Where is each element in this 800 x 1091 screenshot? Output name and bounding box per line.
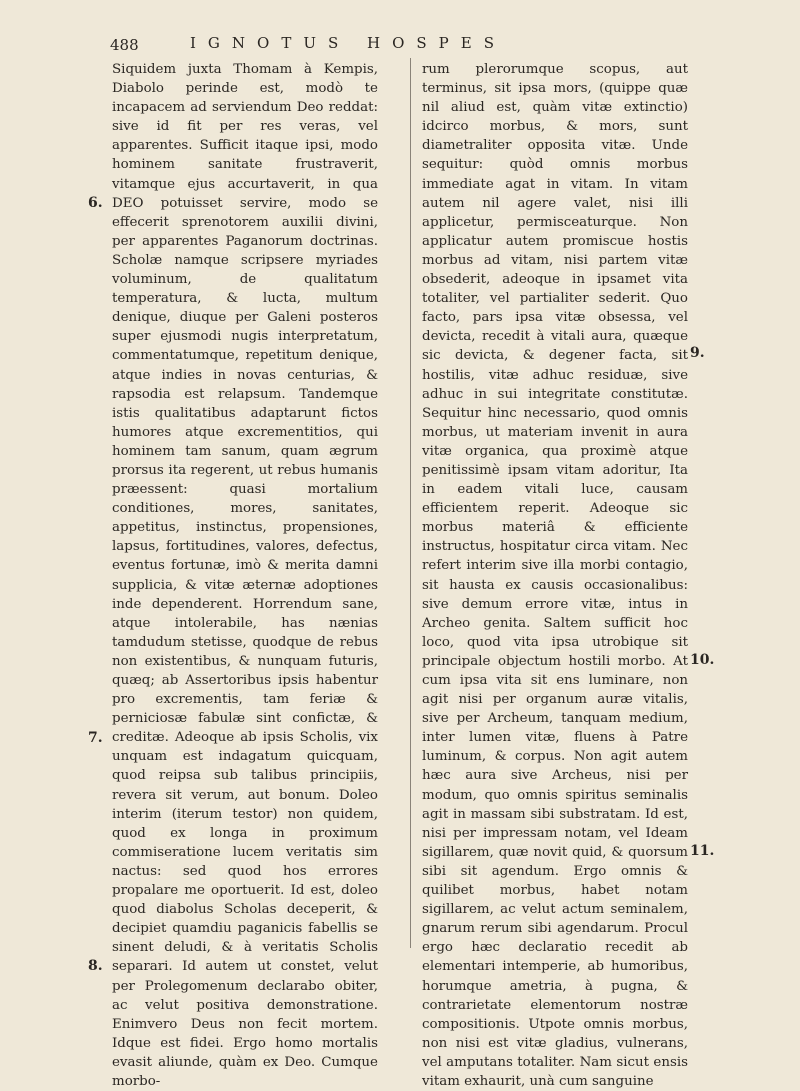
margin-number-8: 8. [88, 958, 103, 974]
page-header [110, 34, 670, 58]
column-divider [410, 58, 411, 948]
margin-number-11: 11. [690, 843, 715, 859]
margin-number-7: 7. [88, 730, 103, 746]
left-column-text: Siquidem juxta Thomam à Kempis, Diabolo perinde est, modò te incapacem ad serviendum Deo reddat: sive id fit per res veras, vel apparentes. Sufficit itaque ipsi, modo hominem sanitate frustraverit, vitamque ejus accurtaverit, in qua DEO potuisset servire, modo se effecerit sprenotorem auxilii divini, per apparentes Paganorum doctrinas. Scholæ namque scripsere myriades voluminum, de qualitatum temperatura, & lucta, multum denique, diuque per Galeni posteros super ejusmodi nugis interpretatum, commentatumque, repetitum denique, atque indies in novas centurias, & rapsodia est relapsum. Tandemque istis qualitatibus adaptarunt fictos humores atque excrementitios, qui hominem tam sanum, quam ægrum prorsus ita regerent, ut rebus humanis præessent: quasi mortalium conditiones, mores, sanitates, appetitus, instinctus, propensiones, lapsus, fortitudines, valores, defectus, eventus fortunæ, imò & merita damni supplicia, & vitæ æternæ adoptiones inde dependerent. Horrendum sane, atque intolerabile, has nænias tamdudum stetisse, quodque de rebus non existentibus, & nunquam futuris, quæq; ab Assertoribus ipsis habentur pro excrementis, tam feriæ & perniciosæ fabulæ sint confictæ, & creditæ. Adeoque ab ipsis Scholis, vix unquam est indagatum quicquam, quod reipsa sub talibus principiis, revera sit verum, aut bonum. Doleo interim (iterum testor) non quidem, quod ex longa in proximum commiseratione lucem veritatis sim nactus: sed quod hos errores propalare me oportuerit. Id est, doleo quod diabolus Scholas deceperit, & decipiet quamdiu paganicis fabellis se sinent deludi, & à veritatis Scholis separari. Id autem ut constet, velut per Prolegomenum declarabo obiter, ac velut positiva demonstratione. Enimvero Deus non fecit mortem. Idque est fidei. Ergo homo mortalis evasit aliunde, quàm ex Deo. Cumque morbo- [112, 62, 378, 1089]
page-number: 488 [110, 36, 139, 54]
left-column [112, 60, 378, 1091]
running-title: IGNOTUS HOSPES [190, 34, 506, 52]
margin-number-6: 6. [88, 195, 103, 211]
right-column [422, 60, 688, 1091]
margin-number-9: 9. [690, 345, 705, 361]
right-column-text: rum plerorumque scopus, aut terminus, sit ipsa mors, (quippe quæ nil aliud est, quàm vitæ extinctio) idcirco morbus, & mors, sunt diametraliter opposita vitæ. Unde sequitur: quòd omnis morbus immediate agat in vitam. In vitam autem nil agere valet, nisi illi applicetur, permisceaturque. Non applicatur autem promiscue hostis morbus ad vitam, nisi partem vitæ obsederit, adeoque in ipsamet vita totaliter, vel partialiter sederit. Quo facto, pars ipsa vitæ obsessa, vel devicta, recedit à vitali aura, quæque sic devicta, & degener facta, sit hostilis, vitæ adhuc residuæ, sive adhuc in sui integritate constitutæ. Sequitur hinc necessario, quod omnis morbus, ut materiam invenit in aura vitæ organica, qua proximè atque penitissimè ipsam vitam adoritur, Ita in eadem vitali luce, causam efficientem reperit. Adeoque sic morbus materiâ & efficiente instructus, hospitatur circa vitam. Nec refert interim sive illa morbi contagio, sit hausta ex causis occasionalibus: sive demum errore vitæ, intus in Archeo genita. Saltem sufficit hoc loco, quod vita ipsa utrobique sit principale objectum hostili morbo. At cum ipsa vita sit ens luminare, non agit nisi per organum auræ vitalis, sive per Archeum, tanquam medium, inter lumen vitæ, fluens à Patre luminum, & corpus. Non agit autem hæc aura sive Archeus, nisi per modum, quo omnis spiritus seminalis agit in massam sibi substratam. Id est, nisi per impressam notam, vel Ideam sigillarem, quæ novit quid, & quorsum sibi sit agendum. Ergo omnis & quilibet morbus, habet notam sigillarem, ac velut actum seminalem, gnarum rerum sibi agendarum. Procul ergo hæc declaratio recedit ab elementari intemperie, ab humoribus, horumque ametria, à pugna, & contrarietate elementorum nostræ compositionis. Utpote omnis morbus, non nisi est vitæ gladius, vulnerans, vel amputans totaliter. Nam sicut ensis vitam exhaurit, unà cum sanguine [422, 62, 688, 1089]
margin-number-10: 10. [690, 652, 715, 668]
